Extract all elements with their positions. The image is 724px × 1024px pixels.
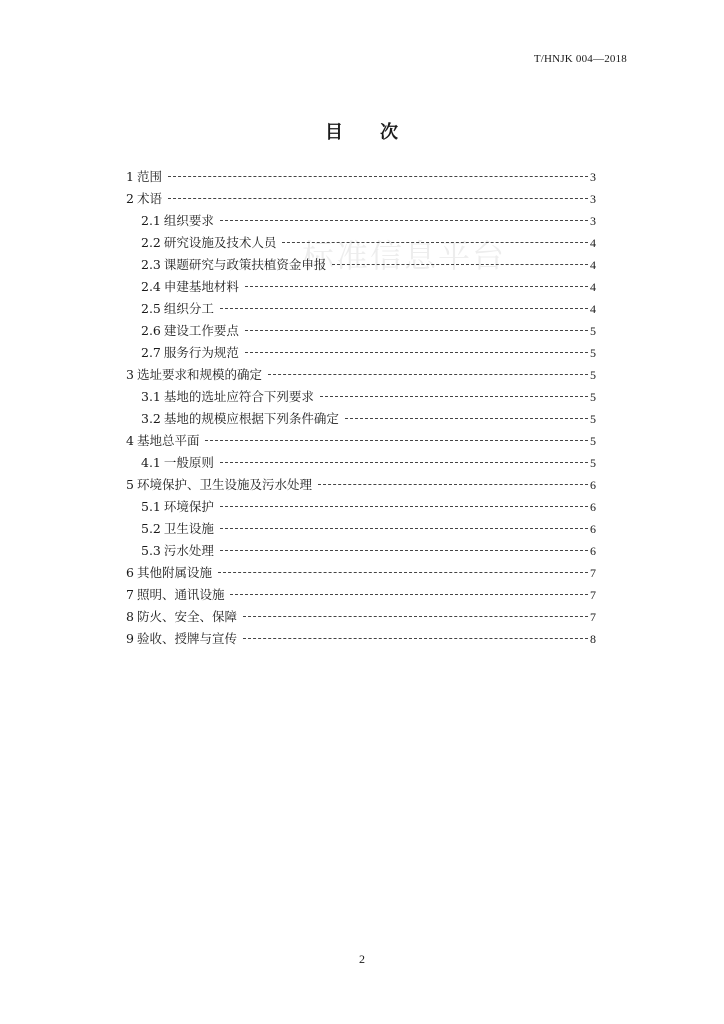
toc-entry[interactable] [126,210,596,232]
toc-entry-page: 3 [590,192,596,206]
toc-entry-page: 5 [590,434,596,448]
toc-leader [218,572,588,573]
toc-entry-number: 7 [126,587,134,602]
toc-entry[interactable] [126,584,596,606]
toc-entry-page: 5 [590,456,596,470]
toc-entry[interactable] [126,430,596,452]
toc-entry-number: 5.3 [141,543,161,558]
toc-entry-number: 3 [126,367,134,382]
toc-entry[interactable] [126,518,596,540]
toc-entry-label: 申建基地材料 [163,279,239,294]
toc-entry-number: 4.1 [141,455,161,470]
toc-entry-page: 4 [590,280,596,294]
toc-leader [220,506,588,507]
toc-entry[interactable] [126,452,596,474]
toc-entry[interactable] [126,298,596,320]
toc-entry[interactable] [126,474,596,496]
toc-entry-label: 其他附属设施 [136,565,212,580]
toc-entry-number: 2.6 [141,323,161,338]
toc-entry-label: 基地的规模应根据下列条件确定 [163,411,339,426]
toc-entry[interactable] [126,188,596,210]
toc-entry[interactable] [126,342,596,364]
toc-entry-number: 1 [126,169,134,184]
toc-entry[interactable] [126,320,596,342]
toc-leader [220,308,588,309]
toc-entry-number: 4 [126,433,134,448]
toc-entry-number: 2.3 [141,257,161,272]
toc-entry-page: 4 [590,302,596,316]
toc-entry-label: 服务行为规范 [163,345,239,360]
toc-entry-label: 建设工作要点 [163,323,239,338]
toc-leader [268,374,588,375]
toc-entry-page: 5 [590,368,596,382]
toc-entry[interactable] [126,254,596,276]
toc-leader [220,462,588,463]
toc-entry-number: 2.5 [141,301,161,316]
toc-entry-label: 基地总平面 [136,433,200,448]
toc-entry-page: 5 [590,390,596,404]
toc-entry-label: 照明、通讯设施 [136,587,225,602]
toc-entry-number: 2 [126,191,134,206]
toc-leader [168,198,588,199]
toc-title-part2: 次 [380,122,399,143]
toc-entry-page: 3 [590,170,596,184]
toc-entry-number: 2.4 [141,279,161,294]
toc-entry-page: 3 [590,214,596,228]
toc-entry-number: 5.2 [141,521,161,536]
table-of-contents [126,166,596,650]
toc-leader [320,396,588,397]
toc-entry[interactable] [126,166,596,188]
toc-entry[interactable] [126,606,596,628]
toc-entry-label: 基地的选址应符合下列要求 [163,389,314,404]
toc-entry-page: 5 [590,412,596,426]
toc-title [0,118,724,144]
toc-entry[interactable] [126,408,596,430]
toc-leader [243,638,588,639]
toc-entry-number: 3.1 [141,389,161,404]
toc-entry-label: 防火、安全、保障 [136,609,237,624]
watermark: 标准信息平台 [302,237,507,275]
toc-leader [205,440,588,441]
toc-title-part1: 目 [325,122,344,143]
toc-entry-label: 一般原则 [163,455,214,470]
toc-entry-number: 2.2 [141,235,161,250]
toc-entry-number: 2.1 [141,213,161,228]
toc-leader [220,220,588,221]
toc-entry[interactable] [126,276,596,298]
toc-entry-page: 7 [590,588,596,602]
toc-entry-label: 选址要求和规模的确定 [136,367,262,382]
toc-leader [220,528,588,529]
toc-entry-page: 5 [590,346,596,360]
toc-entry-number: 8 [126,609,134,624]
toc-entry-page: 4 [590,236,596,250]
toc-entry-label: 卫生设施 [163,521,214,536]
toc-entry-number: 6 [126,565,134,580]
toc-entry-label: 研究设施及技术人员 [163,235,277,250]
toc-entry-label: 组织分工 [163,301,214,316]
toc-leader [318,484,588,485]
toc-entry-label: 污水处理 [163,543,214,558]
page-number: 2 [359,952,365,966]
toc-entry-label: 组织要求 [163,213,214,228]
toc-entry-number: 2.7 [141,345,161,360]
toc-entry-number: 5 [126,477,134,492]
toc-leader [168,176,588,177]
toc-leader [345,418,588,419]
toc-entry-page: 6 [590,478,596,492]
toc-entry[interactable] [126,364,596,386]
toc-leader [332,264,588,265]
standard-code: T/HNJK 004—2018 [533,53,627,65]
toc-entry-page: 7 [590,566,596,580]
toc-entry-page: 5 [590,324,596,338]
toc-entry-page: 8 [590,632,596,646]
toc-entry-number: 5.1 [141,499,161,514]
toc-leader [245,330,588,331]
toc-entry-page: 6 [590,522,596,536]
toc-entry-number: 9 [126,631,134,646]
toc-entry[interactable] [126,232,596,254]
toc-entry[interactable] [126,540,596,562]
toc-entry-number: 3.2 [141,411,161,426]
toc-leader [230,594,588,595]
toc-entry-page: 4 [590,258,596,272]
toc-entry[interactable] [126,496,596,518]
toc-entry-label: 范围 [136,169,162,184]
toc-entry-page: 6 [590,500,596,514]
toc-entry-label: 验收、授牌与宣传 [136,631,237,646]
toc-leader [245,286,588,287]
toc-entry-label: 环境保护 [163,499,214,514]
toc-entry-label: 环境保护、卫生设施及污水处理 [136,477,312,492]
toc-entry[interactable] [126,386,596,408]
toc-entry[interactable] [126,562,596,584]
toc-leader [220,550,588,551]
toc-entry-page: 6 [590,544,596,558]
toc-entry-label: 课题研究与政策扶植资金申报 [163,257,327,272]
toc-entry-label: 术语 [136,191,162,206]
toc-entry-page: 7 [590,610,596,624]
toc-leader [282,242,588,243]
toc-entry[interactable] [126,628,596,650]
toc-leader [245,352,588,353]
toc-leader [243,616,588,617]
